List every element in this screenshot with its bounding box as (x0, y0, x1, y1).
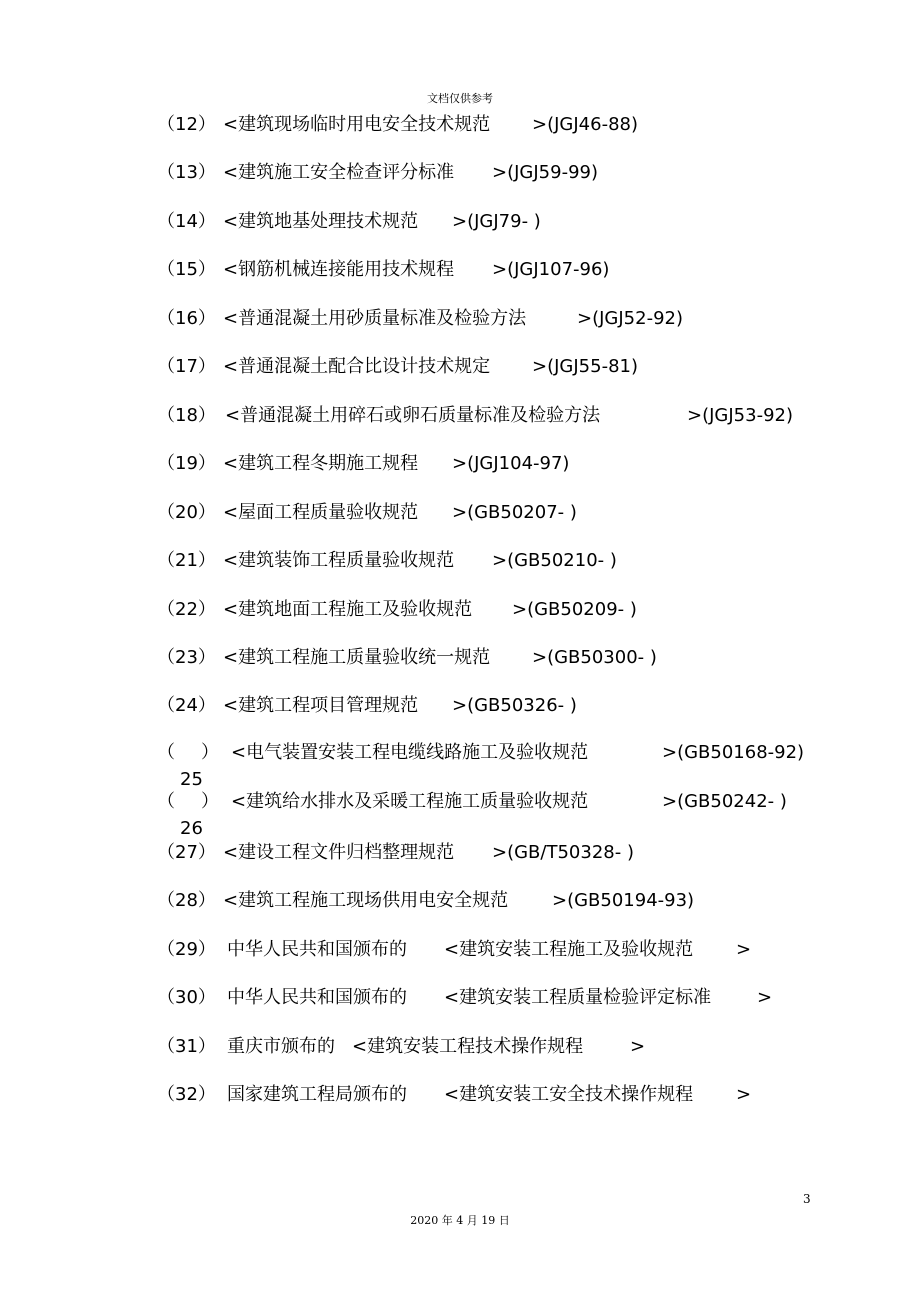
item-number: （21） (157, 550, 216, 571)
item-number: 26 (180, 818, 203, 839)
item-title: <建筑给水排水及采暖工程施工质量验收规范 (231, 791, 589, 812)
item-number: （15） (157, 259, 216, 280)
item-title: <建筑工程施工现场供用电安全规范 (223, 890, 509, 911)
item-number: 25 (180, 769, 203, 790)
item-title: <建筑工程施工质量验收统一规范 (223, 647, 491, 668)
item-issuer: 重庆市颁布的 (227, 1036, 335, 1057)
item-code: >(JGJ53-92) (687, 405, 793, 426)
item-number: （16） (157, 308, 216, 329)
item-close: > (630, 1036, 646, 1057)
item-paren-right: ） (201, 791, 219, 812)
item-number: （13） (157, 162, 216, 183)
item-title: <建筑现场临时用电安全技术规范 (223, 114, 491, 135)
item-title: <建筑工程冬期施工规程 (223, 453, 419, 474)
item-title: <普通混凝土配合比设计技术规定 (223, 356, 491, 377)
item-close: > (736, 939, 752, 960)
item-code: >(GB50209- ) (512, 599, 637, 620)
item-number: （24） (157, 695, 216, 716)
item-paren-left: （ (157, 742, 175, 763)
item-title: <建设工程文件归档整理规范 (223, 842, 455, 863)
item-issuer: 国家建筑工程局颁布的 (227, 1084, 407, 1105)
item-code: >(JGJ55-81) (532, 356, 638, 377)
item-code: >(GB50300- ) (532, 647, 657, 668)
item-number: （29） (157, 939, 216, 960)
item-code: >(GB50326- ) (452, 695, 577, 716)
item-code: >(JGJ79- ) (452, 211, 541, 232)
item-title: <建筑地面工程施工及验收规范 (223, 599, 473, 620)
item-title: <建筑工程项目管理规范 (223, 695, 419, 716)
item-number: （30） (157, 987, 216, 1008)
item-code: >(GB50194-93) (552, 890, 695, 911)
item-code: >(JGJ104-97) (452, 453, 570, 474)
item-paren-left: （ (157, 791, 175, 812)
item-code: >(JGJ107-96) (492, 259, 610, 280)
item-title: <普通混凝土用碎石或卵石质量标准及检验方法 (225, 405, 601, 426)
item-title: <建筑安装工安全技术操作规程 (444, 1084, 694, 1105)
item-issuer: 中华人民共和国颁布的 (227, 939, 407, 960)
item-code: >(GB50210- ) (492, 550, 617, 571)
item-number: （20） (157, 502, 216, 523)
item-title: <普通混凝土用砂质量标准及检验方法 (223, 308, 527, 329)
item-close: > (736, 1084, 752, 1105)
item-number: （32） (157, 1084, 216, 1105)
item-title: <屋面工程质量验收规范 (223, 502, 419, 523)
item-title: <钢筋机械连接能用技术规程 (223, 259, 455, 280)
page-header: 文档仅供参考 (427, 92, 493, 105)
item-code: >(GB50242- ) (662, 791, 787, 812)
item-title: <电气装置安装工程电缆线路施工及验收规范 (231, 742, 589, 763)
item-title: <建筑安装工程施工及验收规范 (444, 939, 694, 960)
item-number: （14） (157, 211, 216, 232)
item-title: <建筑安装工程技术操作规程 (352, 1036, 584, 1057)
item-number: （19） (157, 453, 216, 474)
item-code: >(GB50168-92) (662, 742, 805, 763)
item-number: （31） (157, 1036, 216, 1057)
item-number: （22） (157, 599, 216, 620)
item-code: >(GB50207- ) (452, 502, 577, 523)
item-title: <建筑施工安全检查评分标准 (223, 162, 455, 183)
item-issuer: 中华人民共和国颁布的 (227, 987, 407, 1008)
item-title: <建筑装饰工程质量验收规范 (223, 550, 455, 571)
item-number: （18） (157, 405, 216, 426)
item-number: （17） (157, 356, 216, 377)
item-number: （28） (157, 890, 216, 911)
item-number: （27） (157, 842, 216, 863)
page-number: 3 (803, 1192, 811, 1206)
item-number: （23） (157, 647, 216, 668)
item-title: <建筑地基处理技术规范 (223, 211, 419, 232)
item-code: >(JGJ52-92) (577, 308, 683, 329)
item-close: > (757, 987, 773, 1008)
item-code: >(JGJ59-99) (492, 162, 598, 183)
page-footer-date: 2020 年 4 月 19 日 (410, 1214, 510, 1227)
item-code: >(JGJ46-88) (532, 114, 638, 135)
item-paren-right: ） (201, 742, 219, 763)
item-title: <建筑安装工程质量检验评定标准 (444, 987, 712, 1008)
item-code: >(GB/T50328- ) (492, 842, 634, 863)
item-number: （12） (157, 114, 216, 135)
